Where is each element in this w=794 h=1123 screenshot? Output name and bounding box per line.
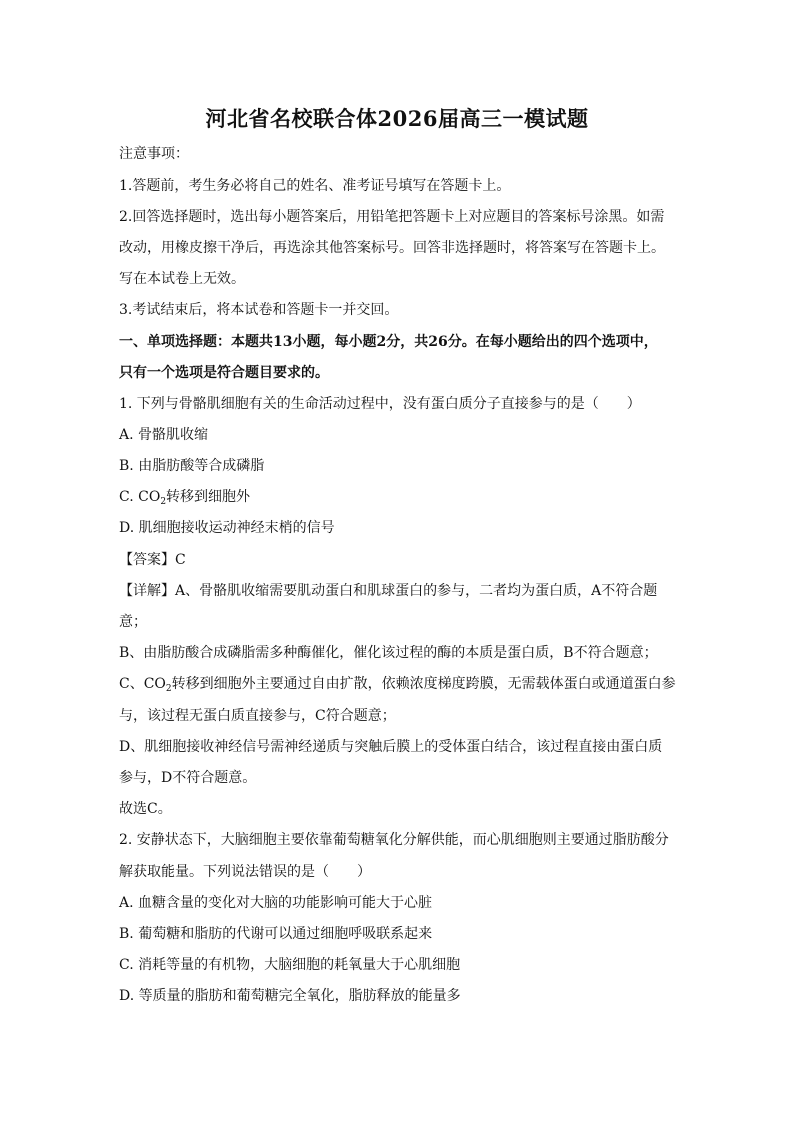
q1-option-a: A. 骨骼肌收缩 <box>119 427 209 443</box>
notice-item-2-line-1: 2.回答选择题时，选出每小题答案后，用铅笔把答题卡上对应题目的答案标号涂黑。如需 <box>119 209 665 225</box>
q1-answer: 【答案】C <box>119 552 186 568</box>
q1-detail-c-suffix: 转移到细胞外主要通过自由扩散，依赖浓度梯度跨膜，无需载体蛋白或通道蛋白参 <box>171 676 676 692</box>
page-title: 河北省名校联合体2026届高三一模试题 <box>205 106 589 131</box>
q2-option-b: B. 葡萄糖和脂肪的代谢可以通过细胞呼吸联系起来 <box>119 926 433 942</box>
notice-item-2-line-3: 写在本试卷上无效。 <box>119 271 245 287</box>
q1-detail-d-line-1: D、肌细胞接收神经信号需神经递质与突触后膜上的受体蛋白结合，该过程直接由蛋白质 <box>119 739 663 755</box>
q1-detail-c-subscript: 2 <box>165 684 172 694</box>
section-heading-line-1: 一、单项选择题：本题共13小题，每小题2分，共26分。在每小题给出的四个选项中， <box>119 334 658 350</box>
q1-detail-c-prefix: C、CO <box>119 676 166 692</box>
q2-stem-line-1: 2. 安静状态下，大脑细胞主要依靠葡萄糖氧化分解供能，而心肌细胞则主要通过脂肪酸分 <box>119 832 669 848</box>
q1-detail-a-line-1: 【详解】A、骨骼肌收缩需要肌动蛋白和肌球蛋白的参与，二者均为蛋白质，A不符合题 <box>119 583 658 599</box>
section-heading-line-2: 只有一个选项是符合题目要求的。 <box>119 365 329 381</box>
q1-option-d: D. 肌细胞接收运动神经末梢的信号 <box>119 520 335 536</box>
q1-detail-c-line-2: 与，该过程无蛋白质直接参与，C符合题意； <box>119 708 396 724</box>
q1-detail-a-line-2: 意； <box>119 614 147 630</box>
notice-heading: 注意事项： <box>119 146 189 162</box>
q2-option-c: C. 消耗等量的有机物，大脑细胞的耗氧量大于心肌细胞 <box>119 957 461 973</box>
q1-option-b: B. 由脂肪酸等合成磷脂 <box>119 458 265 474</box>
q1-conclusion: 故选C。 <box>119 801 172 817</box>
q1-detail-d-line-2: 参与，D不符合题意。 <box>119 770 257 786</box>
q1-option-c-subscript: 2 <box>160 497 167 507</box>
q1-detail-b: B、由脂肪酸合成磷脂需多种酶催化，催化该过程的酶的本质是蛋白质，B不符合题意； <box>119 645 658 661</box>
q2-option-a: A. 血糖含量的变化对大脑的功能影响可能大于心脏 <box>119 895 433 911</box>
q2-option-d: D. 等质量的脂肪和葡萄糖完全氧化，脂肪释放的能量多 <box>119 988 461 1004</box>
q1-detail-c-line-1 <box>119 675 679 693</box>
notice-item-3: 3.考试结束后，将本试卷和答题卡一并交回。 <box>119 302 399 318</box>
q1-option-c <box>119 488 679 506</box>
q2-stem-line-2: 解获取能量。下列说法错误的是（ ） <box>119 864 371 880</box>
notice-item-1: 1.答题前，考生务必将自己的姓名、准考证号填写在答题卡上。 <box>119 178 511 194</box>
q1-stem: 1. 下列与骨骼肌细胞有关的生命活动过程中，没有蛋白质分子直接参与的是（ ） <box>119 396 641 412</box>
q1-option-c-suffix: 转移到细胞外 <box>166 489 251 505</box>
q1-option-c-prefix: C. CO <box>119 489 161 505</box>
notice-item-2-line-2: 改动，用橡皮擦干净后，再选涂其他答案标号。回答非选择题时，将答案写在答题卡上。 <box>119 240 665 256</box>
